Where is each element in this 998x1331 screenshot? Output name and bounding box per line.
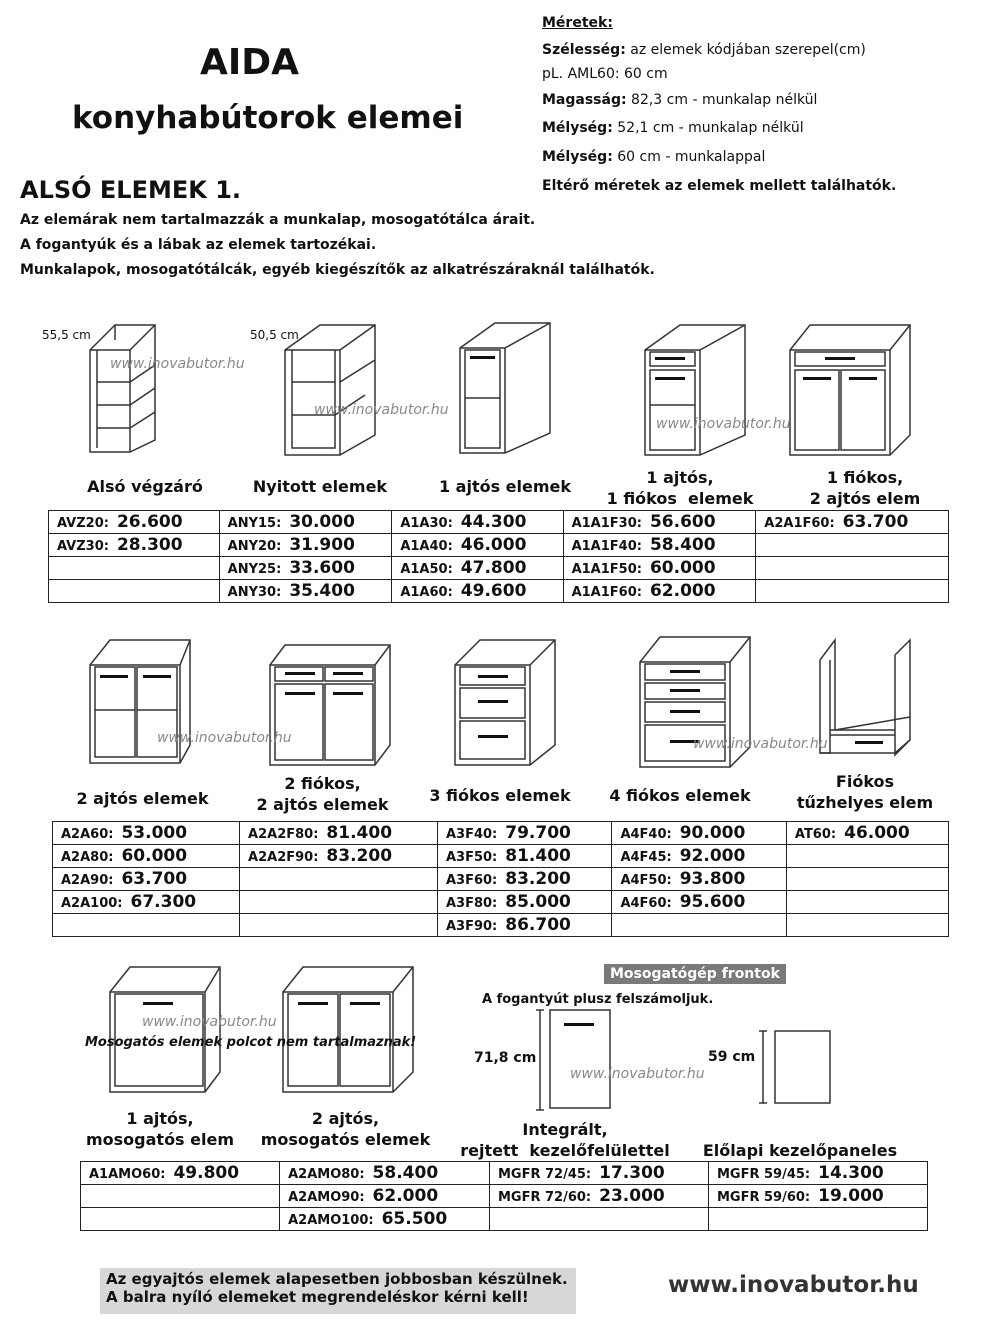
one-door-cabinet-drawing xyxy=(455,318,555,458)
product-price: 60.000 xyxy=(649,558,716,578)
dim-label-2: 50,5 cm xyxy=(250,328,299,342)
dim-label-h1: 71,8 cm xyxy=(474,1050,537,1066)
price-row xyxy=(81,1208,928,1231)
product-code: ANY15: xyxy=(227,516,282,531)
price-cell xyxy=(563,534,756,557)
product-code: A2A80: xyxy=(61,850,114,865)
price-cell xyxy=(53,868,240,891)
product-code: A1A1F30: xyxy=(571,516,642,531)
watermark-5: www.inovabutor.hu xyxy=(693,736,828,752)
product-price: 58.400 xyxy=(372,1163,439,1183)
price-row xyxy=(49,580,949,603)
price-table-1 xyxy=(48,510,949,603)
product-price: 46.000 xyxy=(844,823,910,843)
price-cell xyxy=(612,891,786,914)
price-row xyxy=(49,557,949,580)
label-also-vegzaro: Alsó végzáró xyxy=(87,477,203,496)
watermark-2: www.inovabutor.hu xyxy=(314,402,449,418)
three-drawer-drawing xyxy=(450,635,560,770)
meret-line-1: Szélesség: az elemek kódjában szerepel(cm) xyxy=(542,42,866,58)
oven-cabinet-drawing xyxy=(815,635,915,765)
price-row xyxy=(49,534,949,557)
price-cell xyxy=(708,1185,927,1208)
product-price: 79.700 xyxy=(505,823,571,843)
price-cell xyxy=(756,511,949,534)
product-code: AVZ20: xyxy=(57,516,109,531)
product-price: 92.000 xyxy=(679,846,746,866)
price-cell xyxy=(53,891,240,914)
dishwasher-integrated-drawing xyxy=(532,1005,622,1115)
price-cell xyxy=(392,557,563,580)
product-code: ANY30: xyxy=(227,585,282,600)
product-price: 81.400 xyxy=(326,823,393,843)
price-row xyxy=(81,1162,928,1185)
product-price: 63.700 xyxy=(121,869,188,889)
price-cell xyxy=(437,845,611,868)
product-price: 14.300 xyxy=(818,1163,884,1183)
footer-note-box xyxy=(100,1268,576,1314)
product-code: A2AMO80: xyxy=(288,1167,365,1182)
price-cell xyxy=(81,1162,280,1185)
product-code: A1A1F40: xyxy=(571,539,642,554)
price-cell xyxy=(786,914,948,937)
price-row xyxy=(53,868,949,891)
price-cell xyxy=(708,1208,927,1231)
price-cell xyxy=(81,1185,280,1208)
price-cell xyxy=(786,891,948,914)
section-title: ALSÓ ELEMEK 1. xyxy=(20,176,242,204)
open-cabinet-drawing xyxy=(280,320,380,460)
sink-two-door-drawing xyxy=(278,962,418,1102)
watermark-7: www.inovabutor.hu xyxy=(570,1066,705,1082)
product-code: A2A90: xyxy=(61,873,114,888)
price-cell xyxy=(612,868,786,891)
price-cell xyxy=(612,914,786,937)
price-cell xyxy=(489,1208,708,1231)
product-price: 33.600 xyxy=(289,558,355,578)
price-cell xyxy=(49,580,220,603)
product-code: MGFR 59/45: xyxy=(716,1167,811,1182)
price-cell xyxy=(49,557,220,580)
label-3-fiokos: 3 fiókos elemek xyxy=(429,786,571,805)
product-code: A3F90: xyxy=(445,919,498,934)
watermark-3: www.inovabutor.hu xyxy=(656,416,791,432)
product-price: 62.000 xyxy=(649,581,716,601)
price-cell xyxy=(437,868,611,891)
product-code: A2A2F90: xyxy=(248,850,319,865)
price-cell xyxy=(708,1162,927,1185)
product-code: A1A60: xyxy=(400,585,453,600)
section-note-1: Az elemárak nem tartalmazzák a munkalap, mosogatótálca árait. xyxy=(20,212,536,228)
price-cell xyxy=(612,845,786,868)
product-code: A2A100: xyxy=(61,896,123,911)
product-code: A1A1F50: xyxy=(571,562,642,577)
product-code: A3F80: xyxy=(445,896,498,911)
one-drawer-two-door-drawing xyxy=(785,320,915,460)
price-cell xyxy=(53,914,240,937)
price-row xyxy=(53,845,949,868)
price-cell xyxy=(563,511,756,534)
product-code: A2A1F60: xyxy=(764,516,835,531)
product-price: 65.500 xyxy=(381,1209,448,1229)
product-code: A4F40: xyxy=(620,827,672,842)
product-code: A1A50: xyxy=(400,562,453,577)
title-line-2: konyhabútorok elemei xyxy=(72,100,464,136)
price-cell xyxy=(49,534,220,557)
price-cell xyxy=(437,822,611,845)
price-cell xyxy=(219,557,392,580)
label-4-fiokos: 4 fiókos elemek xyxy=(609,786,751,805)
price-cell xyxy=(240,868,438,891)
price-row xyxy=(81,1185,928,1208)
price-cell xyxy=(489,1185,708,1208)
meret-line-5: Mélység: 60 cm - munkalappal xyxy=(542,149,766,165)
product-code: A1AMO60: xyxy=(89,1167,166,1182)
product-price: 31.900 xyxy=(289,535,355,555)
footer-note-2: A balra nyíló elemeket megrendeléskor kérni kell! xyxy=(106,1288,529,1306)
product-price: 30.000 xyxy=(289,512,355,532)
meret-line-2: pL. AML60: 60 cm xyxy=(542,66,668,82)
price-cell xyxy=(219,580,392,603)
product-code: AT60: xyxy=(794,827,837,842)
product-code: MGFR 72/45: xyxy=(497,1167,592,1182)
sink-one-door-drawing xyxy=(105,962,225,1102)
price-cell xyxy=(240,845,438,868)
price-cell xyxy=(563,557,756,580)
product-price: 60.000 xyxy=(121,846,188,866)
handle-note: A fogantyút plusz felszámoljuk. xyxy=(482,992,714,1007)
product-price: 47.800 xyxy=(460,558,527,578)
product-price: 28.300 xyxy=(116,535,183,555)
product-code: A2AMO100: xyxy=(288,1213,374,1228)
price-row xyxy=(53,822,949,845)
label-1-fiokos-2-ajtos: 1 fiókos, 2 ajtós elem xyxy=(809,468,921,508)
meret-line-3: Magasság: 82,3 cm - munkalap nélkül xyxy=(542,92,818,108)
price-cell xyxy=(280,1208,490,1231)
product-price: 44.300 xyxy=(460,512,527,532)
label-integralt: Integrált, rejtett kezelőfelülettel xyxy=(460,1120,670,1160)
product-price: 63.700 xyxy=(842,512,909,532)
product-price: 83.200 xyxy=(505,869,571,889)
price-cell xyxy=(392,580,563,603)
dishwasher-badge: Mosogatógép frontok xyxy=(604,964,786,984)
price-cell xyxy=(280,1162,490,1185)
watermark-4: www.inovabutor.hu xyxy=(157,730,292,746)
two-drawer-two-door-drawing xyxy=(265,640,395,770)
product-price: 93.800 xyxy=(679,869,746,889)
product-code: A4F50: xyxy=(620,873,672,888)
dim-label-h2: 59 cm xyxy=(708,1049,756,1065)
product-code: A4F60: xyxy=(620,896,672,911)
meret-line-4: Mélység: 52,1 cm - munkalap nélkül xyxy=(542,120,804,136)
product-price: 86.700 xyxy=(505,915,571,935)
label-fiokos-tuzhelyes: Fiókos tűzhelyes elem xyxy=(796,772,934,812)
product-code: A1A30: xyxy=(400,516,453,531)
price-cell xyxy=(489,1162,708,1185)
product-price: 49.600 xyxy=(460,581,527,601)
price-cell xyxy=(219,511,392,534)
watermark-6: www.inovabutor.hu xyxy=(142,1014,277,1030)
product-code: A3F50: xyxy=(445,850,498,865)
price-cell xyxy=(756,557,949,580)
product-code: A2A2F80: xyxy=(248,827,319,842)
product-code: A1A40: xyxy=(400,539,453,554)
price-table-2 xyxy=(52,821,949,937)
product-code: A3F60: xyxy=(445,873,498,888)
label-nyitott: Nyitott elemek xyxy=(252,477,388,496)
product-price: 23.000 xyxy=(599,1186,665,1206)
product-price: 53.000 xyxy=(121,823,188,843)
product-price: 83.200 xyxy=(326,846,393,866)
product-code: MGFR 72/60: xyxy=(497,1190,592,1205)
price-table-3 xyxy=(80,1161,928,1231)
product-price: 67.300 xyxy=(130,892,197,912)
label-2-ajtos-mosogatos: 2 ajtós, mosogatós elemek xyxy=(260,1109,431,1149)
price-cell xyxy=(240,891,438,914)
product-price: 49.800 xyxy=(173,1163,240,1183)
price-cell xyxy=(219,534,392,557)
price-cell xyxy=(81,1208,280,1231)
product-code: AVZ30: xyxy=(57,539,109,554)
meretek-heading: Méretek: xyxy=(542,15,613,31)
price-cell xyxy=(786,822,948,845)
price-cell xyxy=(786,868,948,891)
label-elolapi: Előlapi kezelőpaneles xyxy=(702,1141,898,1160)
product-price: 58.400 xyxy=(649,535,716,555)
price-cell xyxy=(756,580,949,603)
label-2-fiokos-2-ajtos: 2 fiókos, 2 ajtós elemek xyxy=(256,774,389,814)
footer-url[interactable]: www.inovabutor.hu xyxy=(668,1272,919,1298)
product-code: A1A1F60: xyxy=(571,585,642,600)
price-cell xyxy=(53,822,240,845)
product-price: 81.400 xyxy=(505,846,571,866)
product-code: A2A60: xyxy=(61,827,114,842)
price-cell xyxy=(392,511,563,534)
product-price: 46.000 xyxy=(460,535,527,555)
price-row xyxy=(53,891,949,914)
price-cell xyxy=(437,891,611,914)
one-door-one-drawer-drawing xyxy=(640,320,750,460)
end-cabinet-drawing xyxy=(85,320,165,455)
price-cell xyxy=(53,845,240,868)
product-code: A2AMO90: xyxy=(288,1190,365,1205)
dishwasher-panel-drawing xyxy=(755,1028,835,1108)
product-price: 19.000 xyxy=(818,1186,884,1206)
price-cell xyxy=(786,845,948,868)
meret-line-6: Eltérő méretek az elemek mellett találhatók. xyxy=(542,178,897,194)
product-code: ANY25: xyxy=(227,562,282,577)
label-1-ajtos-1-fiokos: 1 ajtós, 1 fiókos elemek xyxy=(606,468,754,508)
product-code: ANY20: xyxy=(227,539,282,554)
product-price: 85.000 xyxy=(505,892,571,912)
section-note-2: A fogantyúk és a lábak az elemek tartozékai. xyxy=(20,237,377,253)
product-price: 26.600 xyxy=(116,512,183,532)
price-cell xyxy=(392,534,563,557)
price-cell xyxy=(240,914,438,937)
product-price: 56.600 xyxy=(649,512,716,532)
product-price: 95.600 xyxy=(679,892,746,912)
product-code: A3F40: xyxy=(445,827,498,842)
dim-label-1: 55,5 cm xyxy=(42,328,91,342)
title-line-1: AIDA xyxy=(200,42,299,83)
product-price: 62.000 xyxy=(372,1186,439,1206)
product-price: 90.000 xyxy=(679,823,746,843)
footer-note-1: Az egyajtós elemek alapesetben jobbosban készülnek. xyxy=(106,1270,568,1288)
product-code: A4F45: xyxy=(620,850,672,865)
price-cell xyxy=(612,822,786,845)
price-cell xyxy=(437,914,611,937)
label-1-ajtos: 1 ajtós elemek xyxy=(438,477,572,496)
product-price: 35.400 xyxy=(289,581,355,601)
watermark-1: www.inovabutor.hu xyxy=(110,356,245,372)
price-cell xyxy=(49,511,220,534)
price-row xyxy=(49,511,949,534)
price-cell xyxy=(756,534,949,557)
price-cell xyxy=(280,1185,490,1208)
product-code: MGFR 59/60: xyxy=(716,1190,811,1205)
section-note-3: Munkalapok, mosogatótálcák, egyéb kiegészítők az alkatrészáraknál találhatók. xyxy=(20,262,655,278)
price-cell xyxy=(240,822,438,845)
two-door-drawing xyxy=(85,635,195,770)
price-row xyxy=(53,914,949,937)
price-cell xyxy=(563,580,756,603)
label-1-ajtos-mosogatos: 1 ajtós, mosogatós elem xyxy=(85,1109,235,1149)
product-price: 17.300 xyxy=(599,1163,665,1183)
sink-note: Mosogatós elemek polcot nem tartalmaznak! xyxy=(85,1035,417,1050)
label-2-ajtos: 2 ajtós elemek xyxy=(76,789,209,808)
